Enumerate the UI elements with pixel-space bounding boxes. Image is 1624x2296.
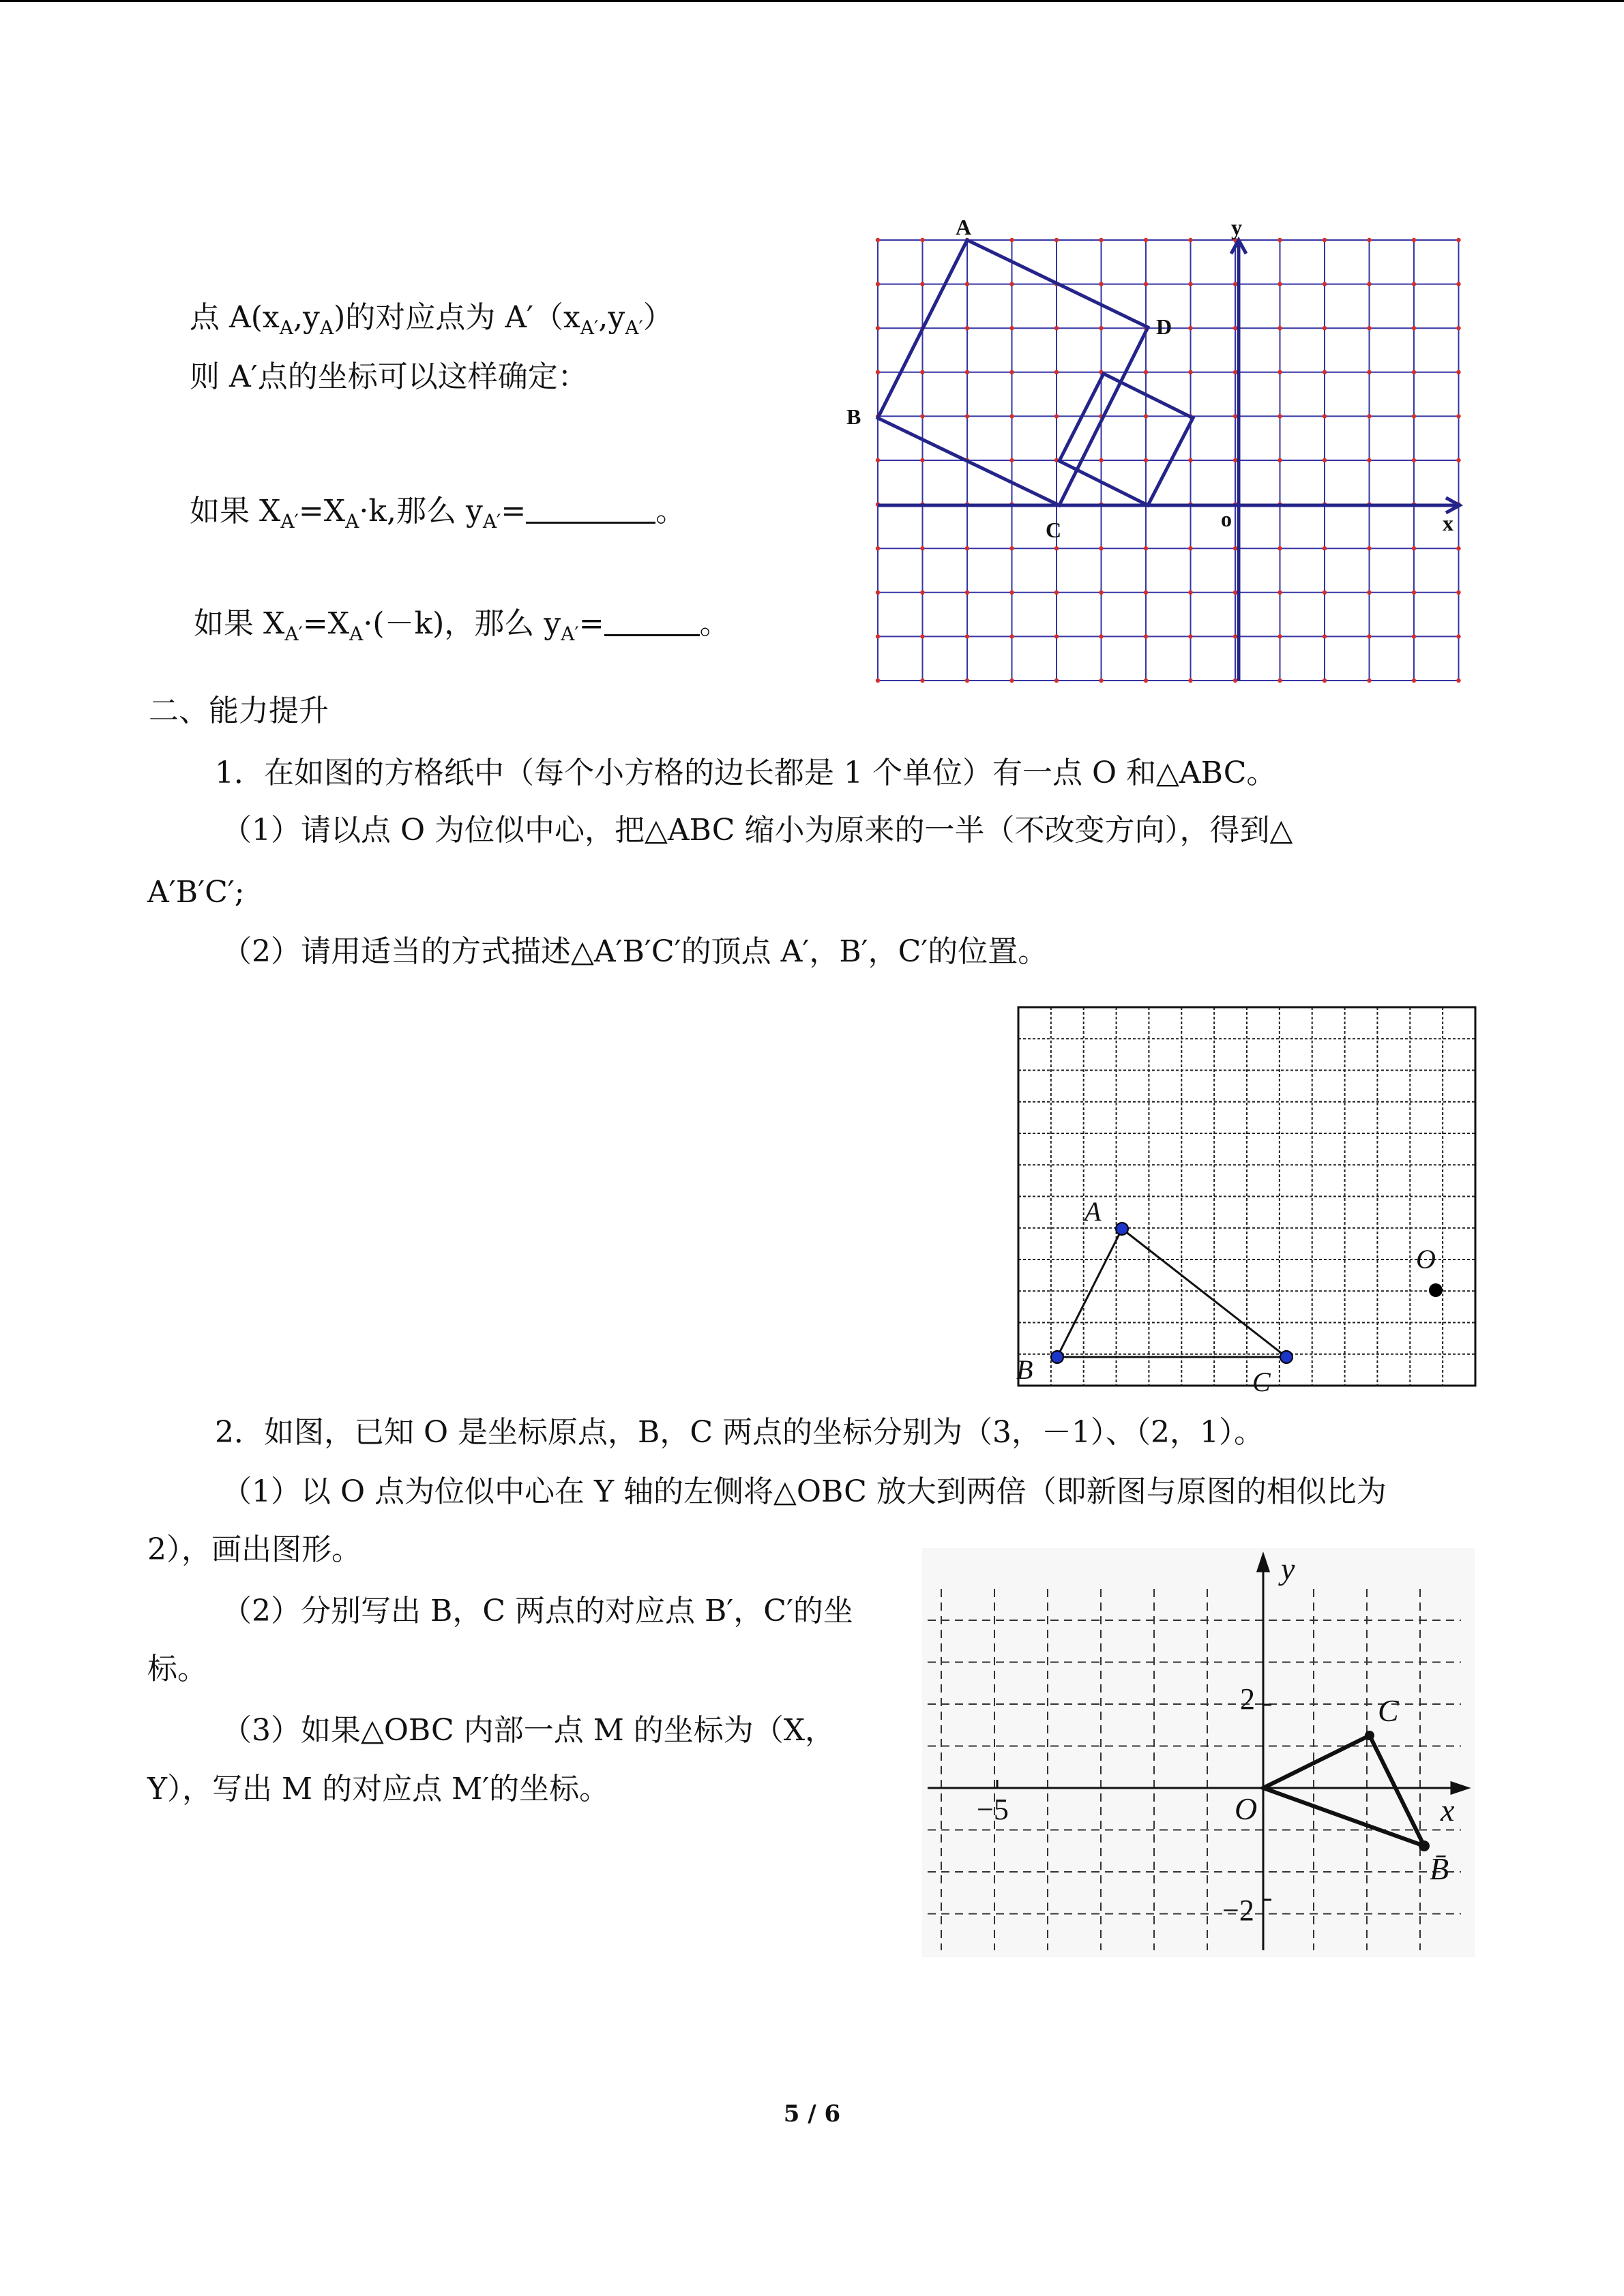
problem1-stem: 1．在如图的方格纸中（每个小方格的边长都是 1 个单位）有一点 O 和△ABC。 <box>215 756 1277 790</box>
figure3-label-O: O <box>1235 1791 1258 1826</box>
figure2-point-O <box>1429 1283 1443 1297</box>
problem2-part1-line1: （1）以 O 点为位似中心在 Y 轴的左侧将△OBC 放大到两倍（即新图与原图的相似比为 <box>222 1474 1387 1509</box>
figure2-side-AC <box>1122 1229 1286 1357</box>
figure3-point-B <box>1419 1840 1430 1851</box>
problem2-stem: 2．如图，已知 O 是坐标原点，B，C 两点的坐标分别为（3，－1）、（2，1）。 <box>215 1415 1264 1450</box>
figure2-point-B <box>1051 1351 1063 1363</box>
figure3-label-x: x <box>1441 1793 1455 1828</box>
figure3-tick-2: 2 <box>1240 1682 1255 1716</box>
figure1-small-rectangle <box>1059 374 1193 505</box>
problem2-part3-line1: （3）如果△OBC 内部一点 M 的坐标为（X， <box>222 1713 836 1748</box>
figure1-label-y: y <box>1231 215 1242 239</box>
figure1-label-D: D <box>1156 314 1172 339</box>
figure2-label-A: A <box>1084 1196 1102 1227</box>
figure3-point-C <box>1365 1731 1374 1740</box>
figure1-label-C: C <box>1046 518 1062 542</box>
intro-line-3: 如果 $X_{A'}=X_A\cdot k$,那么 $y_{A'}=$ 。 <box>190 494 686 533</box>
figure2-grid-diagram <box>1015 1004 1480 1397</box>
problem2-part3-line2: Y），写出 M 的对应点 M′的坐标。 <box>147 1772 610 1806</box>
intro-line-2: 则 A′点的坐标可以这样确定： <box>190 359 588 394</box>
page-number: 5 / 6 <box>783 2100 841 2128</box>
figure3-tick-minus2: −2 <box>1222 1894 1254 1927</box>
section-title: 二、能力提升 <box>149 694 329 728</box>
figure1-label-x: x <box>1443 511 1453 535</box>
figure2-side-AB <box>1057 1229 1122 1357</box>
figure3-label-y: y <box>1281 1551 1295 1586</box>
intro-line-4: 如果 $X_{A'}=X_A\cdot(-k)$，那么 $y_{A'}=$ 。 <box>194 606 730 645</box>
figure3-label-C: C <box>1378 1693 1399 1728</box>
problem1-part2: （2）请用适当的方式描述△A′B′C′的顶点 A′，B′，C′的位置。 <box>222 934 1048 969</box>
problem2-part1-line2: 2），画出图形。 <box>147 1532 361 1567</box>
figure2-label-B: B <box>1016 1354 1033 1385</box>
problem1-part1-line1: （1）请以点 O 为位似中心，把△ABC 缩小为原来的一半（不改变方向），得到△ <box>222 813 1293 848</box>
problem2-part2-line2: 标。 <box>147 1652 207 1686</box>
figure2-label-C: C <box>1252 1367 1271 1397</box>
problem2-part2-line1: （2）分别写出 B，C 两点的对应点 B′，C′的坐 <box>222 1594 853 1628</box>
answer-blank-1[interactable] <box>526 498 655 524</box>
figure1-label-o: o <box>1221 507 1232 531</box>
figure3-coordinate-plane <box>922 1548 1475 1957</box>
figure3-label-B: B̄ <box>1430 1851 1449 1886</box>
top-border-line <box>0 0 1624 2</box>
figure1-label-A: A <box>956 215 972 239</box>
intro-line-1: 点 $A(x_A,y_A)$的对应点为 $A'(x_{A'},y_{A'})$ <box>190 300 673 339</box>
answer-blank-2[interactable] <box>604 611 700 636</box>
figure1-label-B: B <box>846 404 861 429</box>
figure2-label-O: O <box>1416 1244 1436 1274</box>
figure2-point-C <box>1280 1351 1293 1363</box>
figure2-point-A <box>1116 1223 1128 1235</box>
figure1-grid-diagram <box>842 205 1470 696</box>
problem1-part1-line2: A′B′C′; <box>147 875 245 910</box>
figure3-tick-minus5: −5 <box>977 1793 1009 1826</box>
